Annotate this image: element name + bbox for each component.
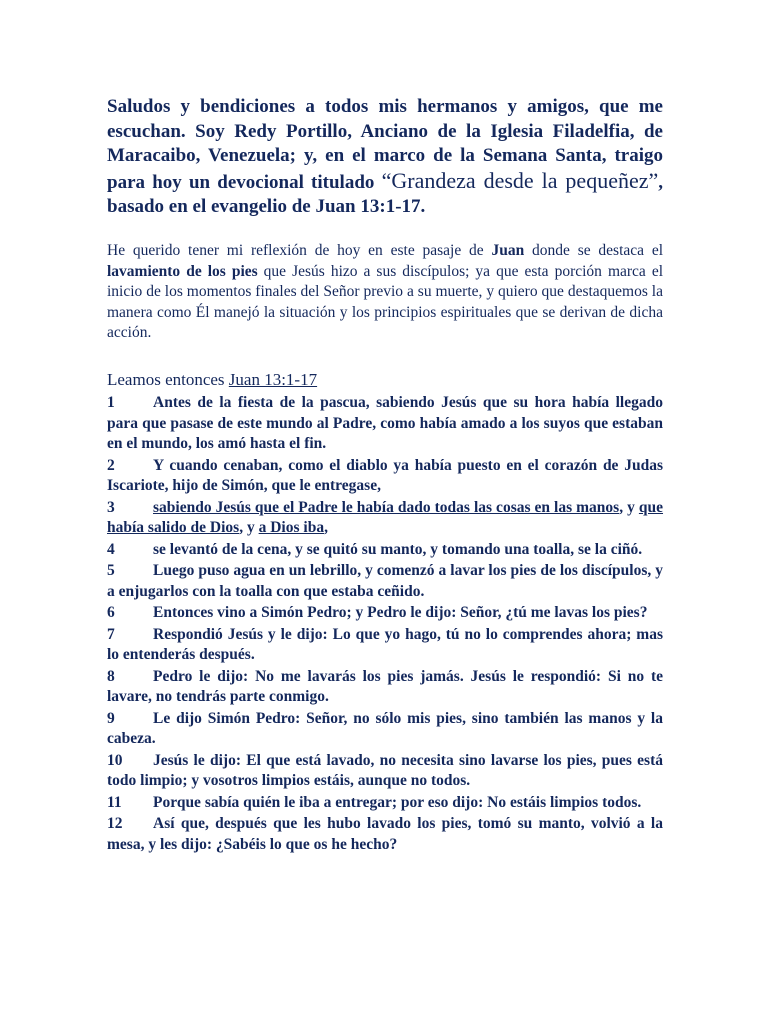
- intro-text-end: , basado en el evangelio de Juan 13:1-17.: [107, 171, 664, 217]
- verse-number: 6: [107, 604, 115, 621]
- reflection-text: que Jesús hizo a sus discípulos; ya que esta porción marca el inicio de los momentos finales del Señor previo a su muerte, y quiero que destaquemos la manera como Él manejó la situación y los principios espirituales que se derivan de dicha acción.: [107, 262, 663, 341]
- verse: [107, 814, 663, 855]
- verse-text: Pedro le dijo: No me lavarás los pies jamás. Jesús le respondió: Si no te lavare, no tendrás parte conmigo.: [107, 667, 663, 705]
- verse-number: 10: [107, 751, 123, 769]
- verse: [107, 751, 663, 792]
- verse-number: 5: [107, 562, 115, 579]
- intro-paragraph: [107, 95, 663, 220]
- verse: [107, 625, 663, 666]
- verse-number: 3: [107, 498, 115, 516]
- verse: [107, 498, 663, 539]
- verse-number: 2: [107, 456, 115, 474]
- verse-underlined-text: que había salido de Dios: [107, 498, 664, 536]
- verse-text: Entonces vino a Simón Pedro; y Pedro le dijo: Señor, ¿tú me lavas los pies?: [153, 604, 648, 621]
- verse-number: 7: [107, 625, 115, 643]
- verse-text: Jesús le dijo: El que está lavado, no necesita sino lavarse los pies, pues está todo limpio; y vosotros limpios estáis, aunque no todos.: [107, 751, 663, 789]
- verse: [107, 561, 663, 602]
- verse-number: 11: [107, 793, 122, 811]
- verse: [107, 456, 663, 497]
- reading-heading: [107, 370, 317, 390]
- reflection-text: He querido tener mi reflexión de hoy en este pasaje de: [107, 242, 492, 259]
- verse: [107, 793, 663, 814]
- devotional-title: “Grandeza desde la pequeñez”: [381, 167, 659, 193]
- verse-text: , y: [239, 519, 259, 536]
- verse-text: ,: [324, 519, 328, 536]
- heading-reference: Juan 13:1-17: [228, 370, 318, 389]
- verse: [107, 709, 663, 750]
- verse-underlined-text: sabiendo Jesús que el Padre le había dado todas las cosas en las manos: [153, 498, 620, 516]
- verse-number: 1: [107, 394, 115, 411]
- verse-text: Le dijo Simón Pedro: Señor, no sólo mis pies, sino también las manos y la cabeza.: [107, 709, 663, 747]
- verse: [107, 667, 663, 708]
- verse-list: [107, 393, 663, 856]
- reflection-lavamiento: lavamiento de los pies: [107, 262, 258, 280]
- verse-underlined-text: a Dios iba: [258, 519, 325, 536]
- verse: [107, 540, 663, 561]
- reflection-paragraph: [107, 241, 663, 344]
- verse-number: 9: [107, 709, 115, 727]
- verse-text: se levantó de la cena, y se quitó su manto, y tomando una toalla, se la ciñó.: [153, 540, 643, 558]
- heading-prefix: Leamos entonces: [107, 370, 229, 389]
- verse-text: Antes de la fiesta de la pascua, sabiendo Jesús que su hora había llegado para que pasase de este mundo al Padre, como había amado a los suyos que estaban en el mundo, los amó hasta el fin.: [107, 394, 663, 452]
- verse-number: 4: [107, 540, 115, 558]
- reflection-text: donde se destaca el: [524, 242, 663, 259]
- verse-text: Así que, después que les hubo lavado los pies, tomó su manto, volvió a la mesa, y les dijo: ¿Sabéis lo que os he hecho?: [107, 815, 663, 853]
- verse-text: Respondió Jesús y le dijo: Lo que yo hago, tú no lo comprendes ahora; mas lo entenderás después.: [107, 625, 663, 663]
- verse: [107, 393, 663, 455]
- intro-text: Saludos y bendiciones a todos mis hermanos y amigos, que me escuchan. Soy Redy Portillo, Anciano de la Iglesia Filadelfia, de Maracaibo, Venezuela; y, en el marco de la Semana Santa, traigo para hoy un devocional titulado: [107, 96, 663, 193]
- verse-text: Luego puso agua en un lebrillo, y comenzó a lavar los pies de los discípulos, y a enjugarlos con la toalla con que estaba ceñido.: [107, 562, 663, 600]
- reflection-juan: Juan: [491, 242, 525, 259]
- verse-text: Y cuando cenaban, como el diablo ya había puesto en el corazón de Judas Iscariote, hijo de Simón, que le entregase,: [107, 456, 663, 494]
- verse-text: Porque sabía quién le iba a entregar; por eso dijo: No estáis limpios todos.: [153, 793, 642, 811]
- verse-number: 12: [107, 815, 123, 832]
- verse-text: , y: [619, 498, 639, 516]
- verse-number: 8: [107, 667, 115, 685]
- verse: [107, 603, 663, 624]
